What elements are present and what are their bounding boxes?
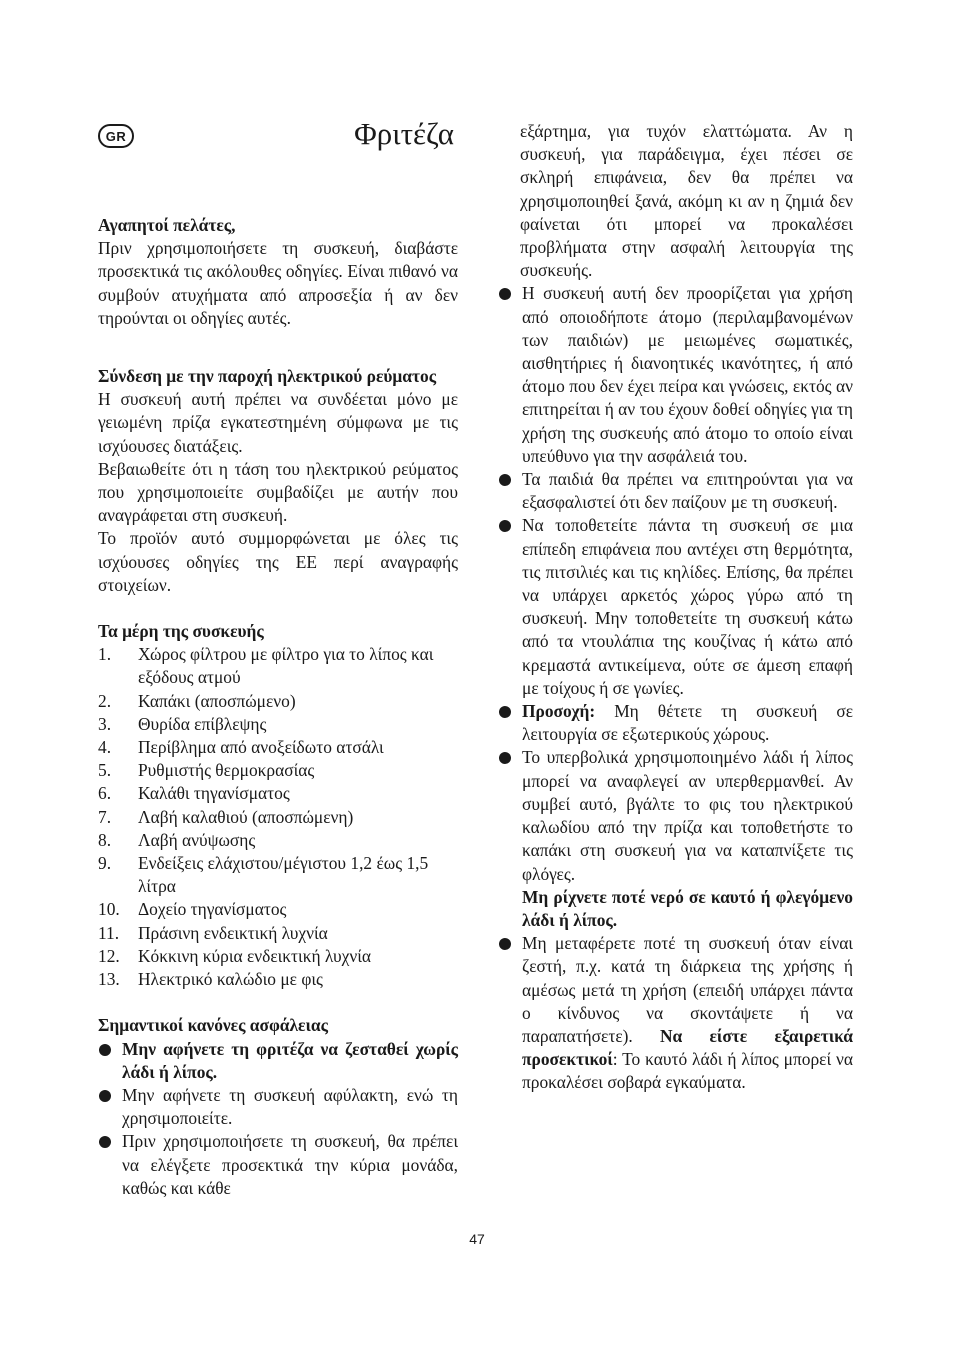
safety-list [120, 1038, 458, 1200]
list-item: 4. Περίβλημα από ανοξείδωτο ατσάλι [98, 737, 384, 758]
list-item: Πριν χρησιμοποιήσετε τη συσκευή, θα πρέπει να ελέγξετε προσεκτικά την κύρια μονάδα, καθώς και κάθε [120, 1130, 458, 1200]
power-paragraph-1: Η συσκευή αυτή πρέπει να συνδέεται μόνο με γειωμένη πρίζα εγκατεστημένη σύμφωνα με τις ισχύουσες διατάξεις. [98, 389, 458, 456]
list-item: 3. Θυρίδα επίβλεψης [98, 713, 267, 734]
bullet-icon [98, 1084, 122, 1130]
bullet-icon [498, 932, 522, 1094]
page-header [98, 118, 458, 158]
list-item: Τα παιδιά θα πρέπει να επιτηρούνται για να εξασφαλιστεί ότι δεν παίζουν με τη συσκευή. [520, 468, 853, 514]
parts-list [98, 643, 458, 991]
bullet-icon [498, 514, 522, 700]
parts-heading: Τα μέρη της συσκευής [98, 621, 264, 642]
page-number: 47 [469, 1231, 485, 1247]
bullet-icon [98, 1130, 122, 1200]
list-item: Να τοποθετείτε πάντα τη συσκευή σε μια επίπεδη επιφάνεια που αντέχει στη θερμότητα, τις πιτσιλιές και τις κηλίδες. Επίσης, θα πρέπει να υπάρχει αρκετός χώρος γύρω από τη συσκευή. Μην τοποθετείτε τη συσκευή κάτω από τα ντουλάπια της κουζίνας ή κάτω από κρεμαστά αντικείμενα, ούτε σε άμεση επαφή με τοίχους ή σε γωνίες. [520, 514, 853, 700]
warning-text: Μη ρίχνετε ποτέ νερό σε καυτό ή φλεγόμενο λάδι ή λίπος. [522, 886, 853, 930]
list-item: 13. Ηλεκτρικό καλώδιο με φις [98, 969, 323, 990]
bullet-icon [498, 746, 522, 932]
power-heading: Σύνδεση με την παροχή ηλεκτρικού ρεύματος [98, 366, 437, 387]
greeting-text: Πριν χρησιμοποιήσετε τη συσκευή, διαβάστε προσεκτικά τις ακόλουθες οδηγίες. Είναι πιθανό να συμβούν ατυχήματα από απροσεξία ή αν δεν τηρούνται οι οδηγίες αυτές. [98, 238, 458, 328]
bullet-icon [498, 282, 522, 468]
list-item: 8. Λαβή ανύψωσης [98, 829, 256, 850]
list-item: 6. Καλάθι τηγανίσματος [98, 783, 290, 804]
power-paragraph-3: Το προϊόν αυτό συμμορφώνεται με όλες τις ισχύουσες οδηγίες της ΕΕ περί αναγραφής στοιχείων. [98, 528, 458, 595]
list-item: 9. Ενδείξεις ελάχιστου/μέγιστου 1,2 έως 1,5 λίτρα [98, 853, 429, 897]
safety-list-continued [520, 282, 853, 1094]
language-badge: GR [98, 124, 134, 148]
list-item: Το υπερβολικά χρησιμοποιημένο λάδι ή λίπος μπορεί να αναφλεγεί αν υπερθερμανθεί. Αν συμβεί αυτό, βγάλτε το φις του ηλεκτρικού καλωδίου από την πρίζα και τοποθετήστε το καπάκι στη συσκευή για να καταπνίξετε τις φλόγες. Μη ρίχνετε ποτέ νερό σε καυτό ή φλεγόμενο λάδι ή λίπος. [520, 746, 853, 932]
greeting-heading: Αγαπητοί πελάτες, [98, 215, 236, 235]
bullet-icon [498, 468, 522, 514]
list-item: 11. Πράσινη ενδεικτική λυχνία [98, 922, 328, 943]
list-item: 1. Χώρος φίλτρου με φίλτρο για το λίπος και εξόδους ατμού [98, 644, 434, 688]
safety-heading: Σημαντικοί κανόνες ασφάλειας [98, 1015, 328, 1036]
right-column [520, 120, 853, 1095]
list-item: Μη μεταφέρετε ποτέ τη συσκευή όταν είναι ζεστή, π.χ. κατά τη διάρκεια της χρήσης ή αμέσως μετά τη χρήση (επειδή υπάρχει πάντα ο κίνδυνος να σκοντάψετε ή να παραπατήσετε). Να είστε εξαιρετικά προσεκτικοί: Το καυτό λάδι ή λίπος μπορεί να προκαλέσει σοβαρά εγκαύματα. [520, 932, 853, 1094]
bullet-icon [98, 1038, 122, 1084]
list-item: Μην αφήνετε τη φριτέζα να ζεσταθεί χωρίς λάδι ή λίπος. [120, 1038, 458, 1084]
continuation-text: εξάρτημα, για τυχόν ελαττώματα. Αν η συσκευή, για παράδειγμα, έχει πέσει σε σκληρή επιφάνεια, δεν θα πρέπει να χρησιμοποιηθεί ξανά, ακόμη κι αν η ζημιά δεν φαίνεται ότι μπορεί να προκαλέσει προβλήματα στην ασφαλή λειτουργία της συσκευής. [520, 121, 853, 281]
list-item: 10. Δοχείο τηγανίσματος [98, 899, 287, 920]
list-item: Μην αφήνετε τη συσκευή αφύλακτη, ενώ τη χρησιμοποιείτε. [120, 1084, 458, 1130]
list-item: 2. Καπάκι (αποσπώμενο) [98, 690, 296, 711]
list-item: 5. Ρυθμιστής θερμοκρασίας [98, 760, 315, 781]
list-item: 12. Κόκκινη κύρια ενδεικτική λυχνία [98, 945, 372, 966]
power-paragraph-2: Βεβαιωθείτε ότι η τάση του ηλεκτρικού ρεύματος που χρησιμοποιείτε συμβαδίζει με αυτήν που αναγράφεται στη συσκευή. [98, 458, 458, 526]
bullet-icon [498, 700, 522, 746]
list-item: Προσοχή: Μη θέτετε τη συσκευή σε λειτουργία σε εξωτερικούς χώρους. [520, 700, 853, 746]
page-title: Φριτέζα [354, 116, 454, 151]
left-column [98, 214, 458, 1200]
list-item: Η συσκευή αυτή δεν προορίζεται για χρήση από οποιοδήποτε άτομο (περιλαμβανομένων των παιδιών) με μειωμένες σωματικές, αισθητήριες ή διανοητικές ικανότητες, ή από άτομο που δεν έχει πείρα και γνώσεις, εκτός αν επιτηρείται ή αν του έχουν δοθεί οδηγίες για τη χρήση της συσκευής από άτομο το οποίο είναι υπεύθυνο για την ασφάλειά του. [520, 282, 853, 468]
list-item: 7. Λαβή καλαθιού (αποσπώμενη) [98, 806, 354, 827]
